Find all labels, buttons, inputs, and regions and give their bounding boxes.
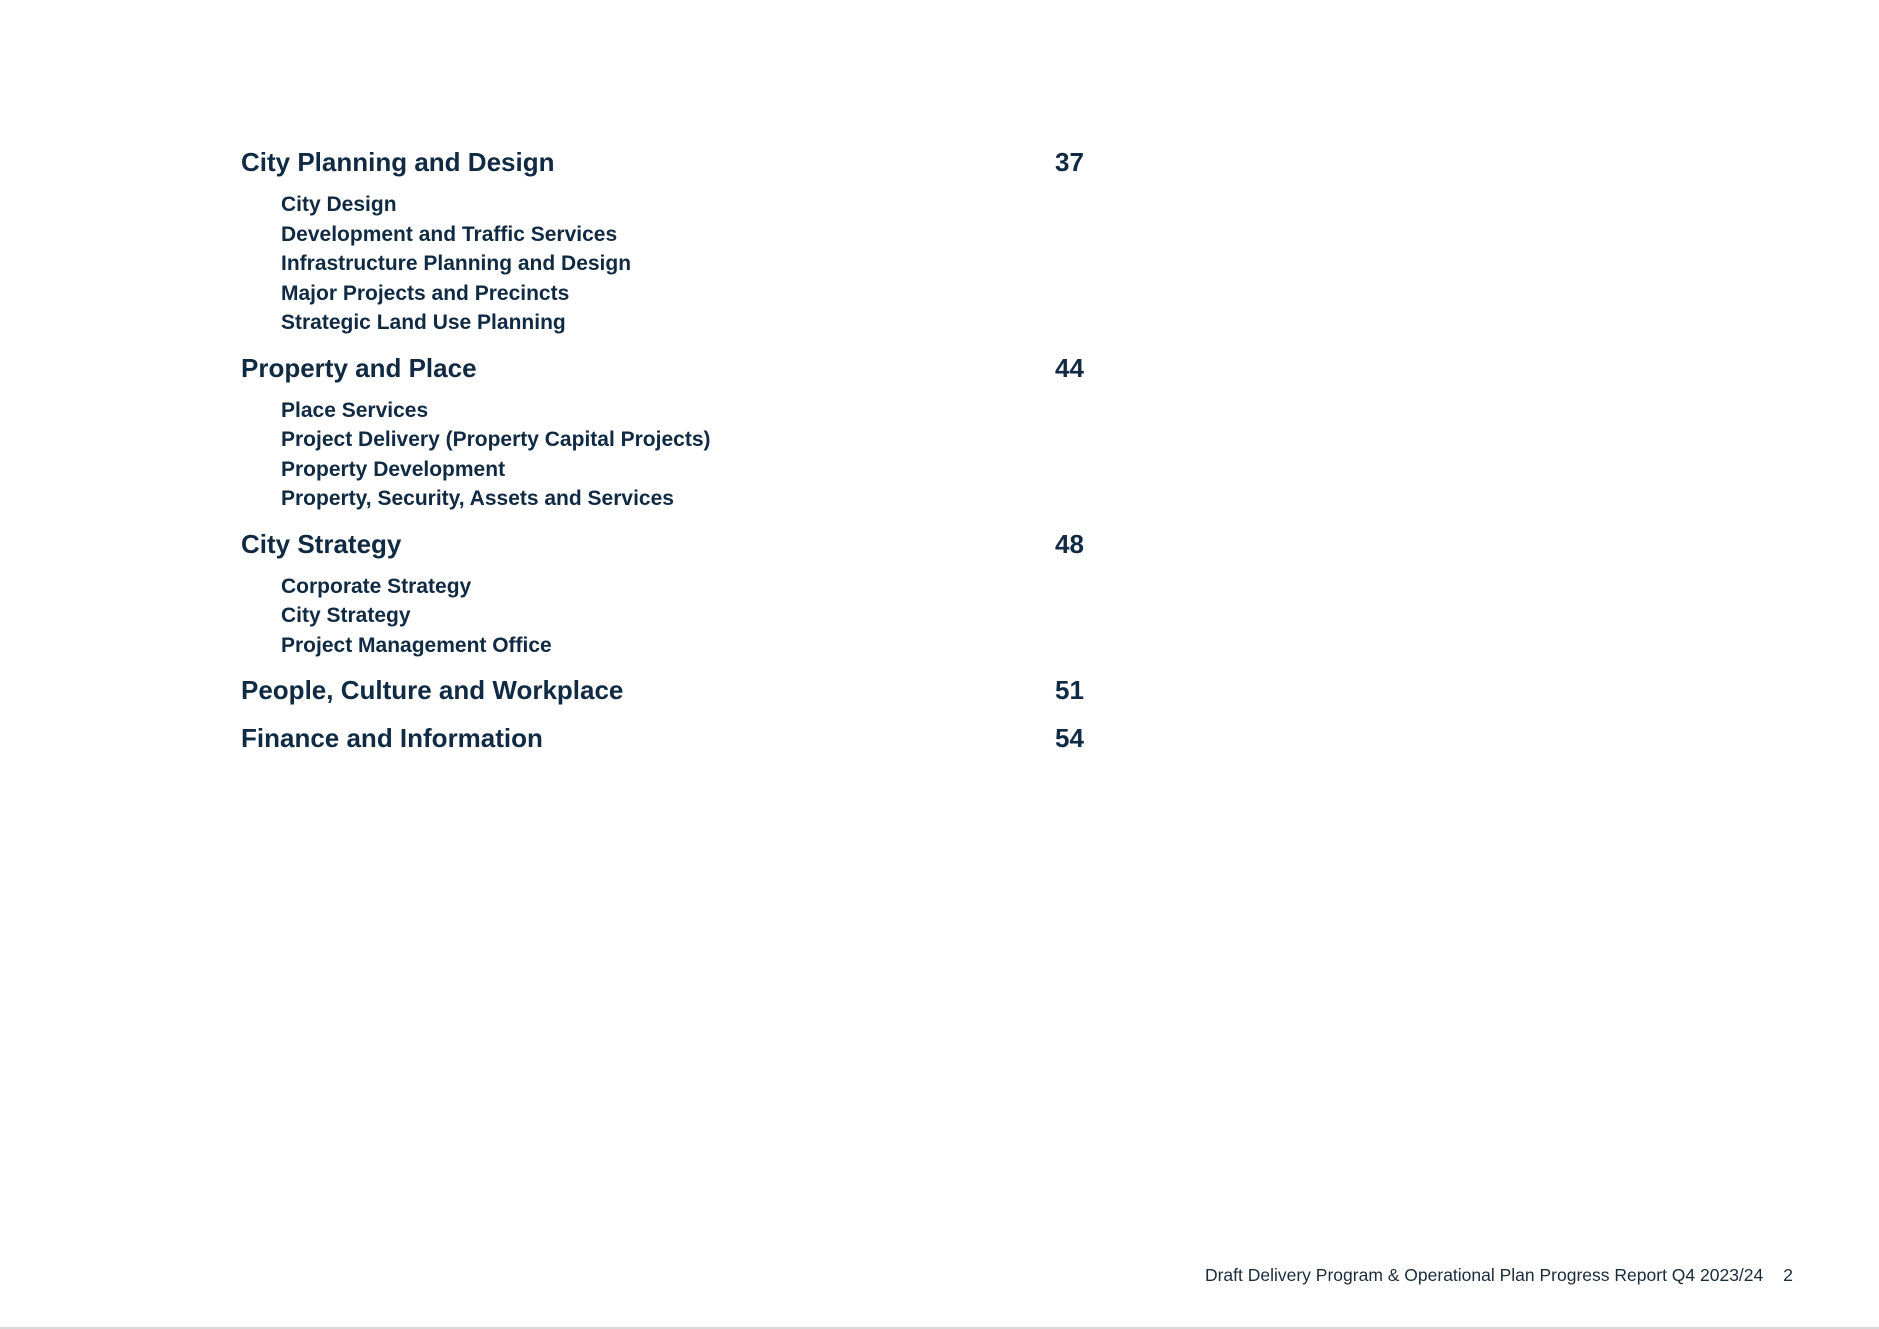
toc-section-title: City Strategy <box>241 528 402 559</box>
page-footer <box>1205 1265 1793 1286</box>
toc-subsection-list <box>281 190 1091 338</box>
toc-section-title: Finance and Information <box>241 723 543 753</box>
toc-section-heading[interactable] <box>241 720 1091 756</box>
toc-subsection-item[interactable]: Development and Traffic Services <box>281 222 618 246</box>
toc-section-title: People, Culture and Workplace <box>241 675 624 705</box>
toc-section-heading[interactable] <box>241 350 1091 386</box>
toc-section-heading[interactable] <box>241 672 1091 708</box>
toc-subsection-item[interactable]: Project Management Office <box>281 633 552 657</box>
toc-section <box>241 526 1091 661</box>
toc-subsection-item[interactable]: Corporate Strategy <box>281 574 472 598</box>
toc-section-page: 54 <box>1055 723 1084 753</box>
toc-section-title: City Planning and Design <box>241 147 555 177</box>
toc-subsection-item[interactable]: Strategic Land Use Planning <box>281 311 566 334</box>
table-of-contents <box>241 144 1091 768</box>
toc-subsection-item[interactable]: City Strategy <box>281 604 411 627</box>
toc-subsection-item[interactable]: Property, Security, Assets and Services <box>281 487 674 510</box>
toc-section-page: 51 <box>1055 675 1084 705</box>
toc-section <box>241 144 1091 338</box>
toc-section <box>241 350 1091 514</box>
toc-subsection-list <box>281 572 1091 661</box>
toc-subsection-item[interactable]: Major Projects and Precincts <box>281 281 570 305</box>
toc-subsection-item[interactable]: Infrastructure Planning and Design <box>281 252 632 275</box>
toc-section-heading[interactable] <box>241 526 1091 562</box>
toc-section-heading[interactable] <box>241 144 1091 180</box>
toc-section-title: Property and Place <box>241 352 477 383</box>
footer-page-number: 2 <box>1783 1265 1793 1285</box>
toc-subsection-item[interactable]: City Design <box>281 193 397 216</box>
toc-section-page: 48 <box>1055 528 1084 559</box>
toc-subsection-item[interactable]: Project Delivery (Property Capital Projects) <box>281 428 711 451</box>
toc-section <box>241 672 1091 708</box>
toc-section-page: 44 <box>1055 352 1084 383</box>
toc-subsection-item[interactable]: Property Development <box>281 457 506 481</box>
toc-subsection-item[interactable]: Place Services <box>281 398 429 422</box>
toc-subsection-list <box>281 396 1091 514</box>
toc-section-page: 37 <box>1055 147 1084 177</box>
footer-report-title: Draft Delivery Program & Operational Plan Progress Report Q4 2023/24 <box>1204 1265 1764 1285</box>
toc-section <box>241 720 1091 756</box>
